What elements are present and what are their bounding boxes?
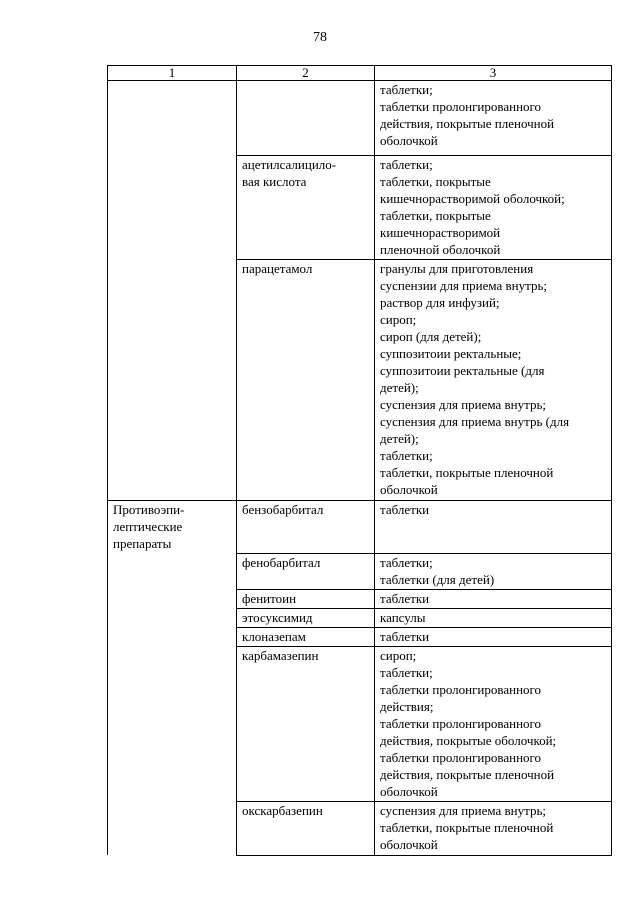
dosage-forms-cell [375,260,612,501]
drug-name-cell [237,801,375,855]
dosage-forms-cell-line: оболочкой [380,482,438,497]
table-row [108,627,612,646]
dosage-forms-cell-line: детей); [380,380,419,395]
group-cell [108,627,237,646]
page-number: 78 [313,30,327,45]
dosage-forms-cell-line: оболочкой [380,783,438,799]
dosage-forms-cell [375,81,612,156]
table-row [108,589,612,608]
drug-name-cell-line: этосуксимид [242,609,313,625]
drug-name-cell [237,81,375,156]
dosage-forms-cell-line: таблетки [380,502,430,517]
dosage-forms-cell-line: суспензия для приема внутрь; [380,397,547,412]
drug-name-cell-line: фенобарбитал [242,554,321,570]
dosage-forms-cell-line: раствор для инфузий; [380,295,500,310]
drug-name-cell-line: ацетилсалицило- [242,157,337,172]
dosage-forms-cell-line: суспензия для приема внутрь (для [380,414,570,429]
dosage-forms-cell-line: пленочной оболочкой [380,242,501,257]
dosage-forms-cell-line: действия; [380,698,434,714]
drug-name-cell [237,553,375,589]
dosage-forms-cell-line: таблетки; [380,554,433,570]
dosage-forms-cell-line: суппозитоии ректальные (для [380,363,545,378]
drug-name-cell [237,501,375,554]
dosage-forms-cell [375,646,612,801]
dosage-forms-cell-line: таблетки; [380,448,433,463]
column-header-2: 2 [237,66,375,81]
dosage-forms-cell-line: таблетки [380,590,430,606]
drug-name-cell-line: парацетамол [242,261,313,276]
table-row [108,646,612,801]
group-cell [108,501,237,554]
dosage-forms-cell-line: сироп (для детей); [380,329,482,344]
group-cell [108,801,237,855]
table-row [108,553,612,589]
dosage-forms-cell [375,801,612,855]
table-row [108,260,612,501]
dosage-forms-cell-line: оболочкой [380,836,438,852]
dosage-forms-cell-line: детей); [380,431,419,446]
dosage-forms-cell [375,501,612,554]
drug-name-cell [237,608,375,627]
dosage-forms-cell-line: сироп; [380,647,417,663]
drug-name-cell-line: вая кислота [242,174,307,189]
dosage-forms-cell-line: оболочкой [380,133,438,148]
dosage-forms-cell-line: таблетки; [380,82,433,97]
group-cell-line: Противоэпи- [113,502,185,517]
dosage-forms-cell-line: кишечнорастворимой оболочкой; [380,191,565,206]
dosage-forms-cell-line: таблетки пролонгированного [380,749,542,765]
group-cell [108,260,237,501]
dosage-forms-cell-line: капсулы [380,609,426,625]
dosage-forms-cell-line: действия, покрытые пленочной [380,116,555,131]
dosage-forms-cell-line: таблетки [380,628,430,644]
table-row [108,801,612,855]
dosage-forms-cell-line: таблетки; [380,664,433,680]
column-header-1: 1 [108,66,237,81]
dosage-forms-cell-line: суспензия для приема внутрь; [380,802,547,818]
table-row [108,608,612,627]
dosage-forms-cell-line: таблетки пролонгированного [380,715,542,731]
dosage-forms-cell-line: таблетки пролонгированного [380,99,542,114]
group-cell [108,646,237,801]
drug-name-cell [237,646,375,801]
dosage-forms-cell-line: таблетки пролонгированного [380,681,542,697]
dosage-forms-cell-line: гранулы для приготовления [380,261,534,276]
dosage-forms-cell-line: таблетки, покрытые [380,174,491,189]
group-cell [108,81,237,156]
group-cell [108,553,237,589]
group-cell-line: лептические [113,519,183,534]
dosage-forms-cell-line: кишечнорастворимой [380,225,501,240]
table-row [108,81,612,156]
group-cell [108,589,237,608]
table-row [108,501,612,554]
dosage-forms-cell-line: действия, покрытые пленочной [380,766,555,782]
dosage-forms-cell [375,608,612,627]
table-row [108,156,612,260]
dosage-forms-cell [375,553,612,589]
drug-name-cell-line: окскарбазепин [242,802,323,818]
dosage-forms-cell-line: таблетки, покрытые [380,208,491,223]
drug-name-cell [237,627,375,646]
drug-name-cell [237,260,375,501]
group-cell [108,608,237,627]
dosage-forms-cell-line: таблетки, покрытые пленочной [380,819,554,835]
dosage-forms-cell-line: таблетки (для детей) [380,571,495,587]
drug-table [107,65,612,856]
drug-name-cell-line: бензобарбитал [242,502,324,517]
dosage-forms-cell-line: суппозитоии ректальные; [380,346,522,361]
dosage-forms-cell-line: действия, покрытые оболочкой; [380,732,557,748]
drug-name-cell-line: фенитоин [242,590,297,606]
group-cell [108,156,237,260]
dosage-forms-cell-line: таблетки, покрытые пленочной [380,465,554,480]
dosage-forms-cell [375,589,612,608]
drug-name-cell [237,156,375,260]
dosage-forms-cell-line: суспензии для приема внутрь; [380,278,548,293]
drug-name-cell [237,589,375,608]
drug-name-cell-line: карбамазепин [242,647,319,663]
column-header-3: 3 [375,66,612,81]
dosage-forms-cell-line: таблетки; [380,157,433,172]
dosage-forms-cell [375,156,612,260]
table-header-row [108,66,612,81]
dosage-forms-cell-line: сироп; [380,312,417,327]
drug-name-cell-line: клоназепам [242,628,306,644]
dosage-forms-cell [375,627,612,646]
group-cell-line: препараты [113,536,172,551]
